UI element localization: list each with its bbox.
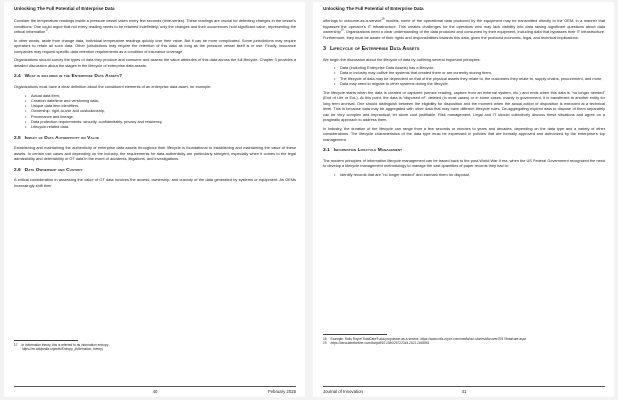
- page-footer: [323, 386, 605, 394]
- list-item: • Data in industry may outlive the systems that created them or are currently storing them,: [340, 70, 605, 75]
- section-heading-3: 3 Lifecycle of Enterprise Data Assets: [323, 46, 420, 52]
- footnotes: [14, 340, 296, 352]
- footnote-divider: [323, 334, 387, 335]
- page-footer: [14, 386, 296, 394]
- left-page: [4, 2, 305, 397]
- running-header: Unlocking The Full Potential of Enterprise Data: [14, 6, 115, 11]
- footnote-link[interactable]: https://en.wikipedia.org/wiki/Entropy_(information_theory): [22, 347, 103, 352]
- paragraph: Organizations must have a clear definition about the constituent elements of an enterprise data asset, for example:: [14, 83, 212, 89]
- footnote-ref[interactable]: 17: [45, 28, 49, 32]
- list-item: • Provenance and lineage,: [31, 114, 296, 119]
- running-header: Unlocking The Full Potential of Enterprise Data: [323, 6, 424, 11]
- list-item: • Actual data item,: [31, 93, 296, 98]
- footnote-19: 19 https://www.tandfonline.com/doi/pdf/10.1080/25722344.2021.1945861: [323, 341, 430, 346]
- footnote-link[interactable]: https://www.rolls-royce.com/media/our-stories/discover/2017/totalcare.aspx: [420, 337, 527, 341]
- journal-name: Journal of Innovation: [323, 389, 363, 394]
- paragraph: The lifecycle starts when the data is created or captured (sensor reading, capture from an external system, etc.) and ends when this data is "no longer needed" (End of Life or EoL). At this point, the data is "disposed of": deleted (in most cases) or in some cases, mainly in government, it is transferred to another entity for long term archival. One should distinguish between the eligibility for disposition and the moment when the actual action of disposition is executed at a technical level. This is because data may be aggregated with other data that may have different lifecycle rules. De-aggregating expired data to dispose of them separately can be very complex and impractical, let alone cost justifiable. Risk management, Legal and IT should collectively discuss these situations and agree on a pragmatic approach to address them.: [323, 89, 605, 123]
- footnote-17: 17 In information theory, this is referred to as information entropy - https://en.wikipedia.org/wiki/Entropy_(information_theory): [14, 343, 111, 352]
- section-heading-2-4: 2.4 What is included in the Enterprise Data Assets?: [14, 74, 123, 80]
- bullet-list: [323, 172, 605, 177]
- footnote-ref[interactable]: 18: [381, 17, 385, 21]
- list-item: • Data protection requirements: security, confidentiality, privacy and residency,: [31, 119, 296, 124]
- list-item: • Data (including Enterprise Data Assets) has a lifecycle,: [340, 65, 605, 70]
- paragraph: The modern principles of information lifecycle management can be traced back to the post-World War II era, when the US Federal Government recognized the need to develop a lifecycle management methodology to manage the vast quantities of paper records they had to:: [323, 157, 605, 169]
- list-item: • Ownership, right-to-use and custodianship,: [31, 108, 296, 113]
- footnotes: [323, 334, 605, 346]
- paragraph: We begin the discussion about the lifecycle of data by outlining several important principles:: [323, 56, 481, 62]
- footnote-18: 18 Example: Rolls Royce TotalCare® aka propulsion-as-a-service. https://www.rolls-royce.com/media/our-stories/discover/2017/totalcare.aspx: [323, 337, 527, 341]
- paragraph: Establishing and maintaining the authenticity of enterprise data assets throughout their lifecycle is foundational to establishing and maintaining the value of these assets. In certain use cases and depending on the industry, the requirements for data authenticity are particularly stringent, especially when it comes to the legal admissibility and defensibility of OT data in the event of accidents, litigations, and investigations.: [14, 145, 296, 162]
- footnote-divider: [14, 340, 78, 341]
- footnote-ref[interactable]: 19: [340, 28, 344, 32]
- footer-date: February 2025: [268, 389, 296, 394]
- paragraph: Organizations should survey the types of data they produce and consume and assess the value attributes of this data across the full lifecycle. Chapter 3 provides a detailed discussion about the stages in the lifecycle of enterprise data assets.: [14, 57, 296, 68]
- list-item: • The lifecycle of data may be dependent on that of the physical assets they relate to, the customers they relate to, supply chains, procurement, and more,: [340, 76, 605, 81]
- section-heading-3-1: 3.1 Information Lifecycle Management: [323, 148, 403, 154]
- page-number: 40: [152, 389, 158, 394]
- section-heading-2-6: 2.6 Data Ownership and Custody: [14, 167, 83, 173]
- bullet-list: [14, 93, 296, 130]
- paragraph: In industry, the duration of the lifecycle can range from a few seconds or minutes to years and decades, depending on the data type and a variety of other considerations. The lifecycle characteristics of the data type must be expressed in policies that are formally approved and authorized by the enterprise's top management.: [323, 125, 605, 142]
- paragraph: Consider the temperature readings inside a pressure vessel taken every few seconds (time-series). These readings are crucial for detecting changes in the vessel's conditions. One could argue that not every reading needs to be retained indefinitely; only the changes and their occurrences hold significant value, representing the critical information$^{17}$.: [14, 18, 296, 34]
- paragraph: offerings to outcome-as-a-service$^{18}$ models, some of the operational data produced by the equipment may be transmitted directly to the OEM, in a manner that bypasses the operator's IT infrastructure. This creates challenges for the operators who may lack visibility into data raising significant questions about data ownership$^{19}$. Organizations need a clear understanding of the data produced and consumed by their equipment, including data that bypasses their IT infrastructure. Furthermore, they must be aware of their rights and responsibilities towards this data, given the profound economic, legal, and technical implications.: [323, 17, 605, 40]
- paragraph: In other words, aside from change data, individual temperature readings quickly lose their value. But it can be more complicated. Some jurisdictions may require operators to retain all such data. Other jurisdictions may require the retention of this data as long as the pressure vessel itself is in use. Finally, insurance companies may request specific data retention requirements as a condition of insurance coverage.: [14, 37, 296, 54]
- list-item: • Lifecycle-related data.: [31, 124, 296, 129]
- page-number: 41: [461, 389, 467, 394]
- bullet-list: [323, 65, 605, 86]
- list-item: • Data may need to migrate to other systems during the lifecycle.: [340, 81, 605, 86]
- paragraph: A critical consideration in assessing the value of OT data involves the access, ownership, and custody of the data generated by systems or equipment. As OEMs increasingly shift their: [14, 177, 296, 188]
- list-item: • Identify records that are "no longer needed" and earmark them for disposal,: [340, 172, 605, 177]
- list-item: • Unique data item identifiers,: [31, 103, 296, 108]
- section-heading-2-5: 2.5 Impact of Data Authenticity on Value: [14, 135, 100, 141]
- right-page: [313, 2, 614, 397]
- list-item: • Creation date/time and versioning data,: [31, 98, 296, 103]
- footnote-link[interactable]: https://www.tandfonline.com/doi/pdf/10.1080/25722344.2021.1945861: [330, 341, 430, 346]
